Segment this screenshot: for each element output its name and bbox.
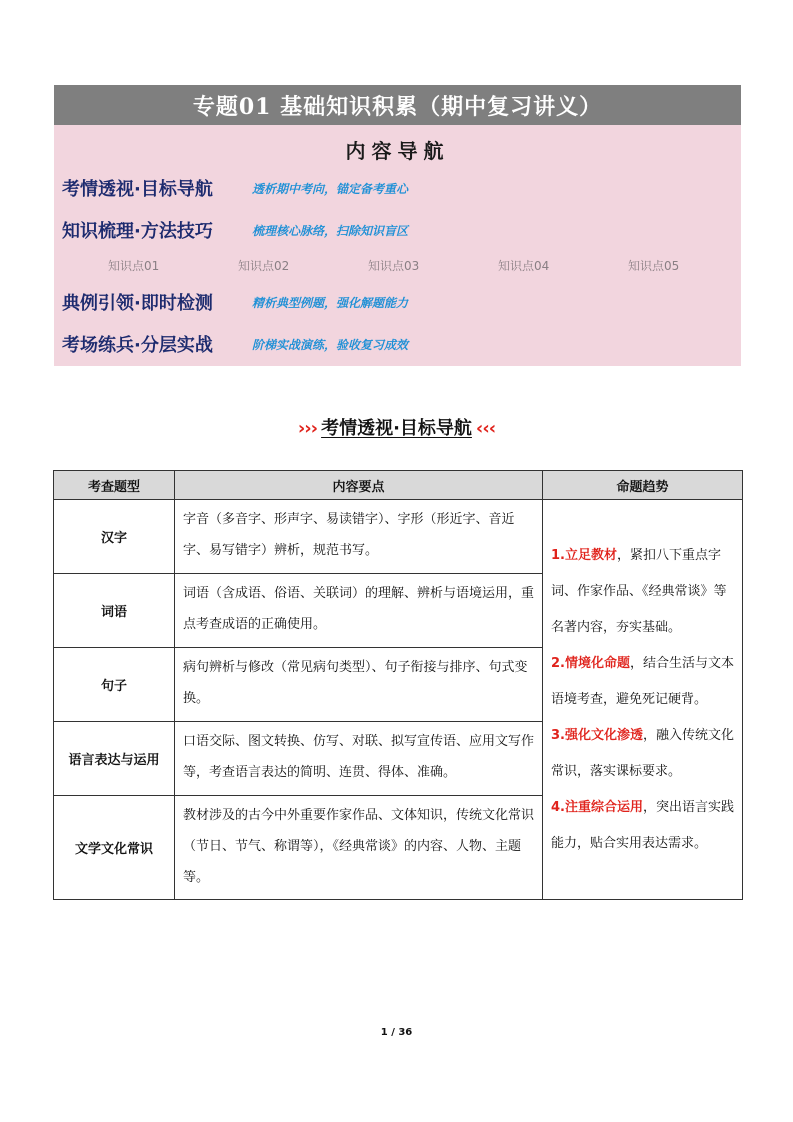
question-type-cell: 汉字 [54,500,175,574]
nav-row-desc: 阶梯实战演练，验收复习成效 [252,337,409,352]
content-cell: 教材涉及的古今中外重要作家作品、文体知识，传统文化常识（节日、节气、称谓等），《经典常谈》的内容、人物、主题等。 [175,796,543,900]
nav-row-head: 知识梳理·方法技巧 [62,221,213,242]
nav-row-head: 考场练兵·分层实战 [62,335,213,356]
knowledge-point-item[interactable]: 知识点04 [498,259,550,273]
content-navigation [54,125,741,366]
table-row [54,500,743,574]
nav-row-practice[interactable] [62,329,408,359]
trend-item: 4.注重综合运用，突出语言实践能力，贴合实用表达需求。 [551,799,734,851]
knowledge-point-item[interactable]: 知识点01 [108,259,160,273]
nav-row-knowledge-review[interactable] [62,215,408,245]
nav-row-desc: 透析期中考向，锚定备考重心 [252,181,409,196]
question-type-cell: 语言表达与运用 [54,722,175,796]
arrow-left-icon: ‹‹‹ [475,418,496,439]
content-cell: 词语（含成语、俗语、关联词）的理解、辨析与语境运用，重点考查成语的正确使用。 [175,574,543,648]
question-type-cell: 词语 [54,574,175,648]
section-heading [0,414,793,440]
arrow-right-icon: ››› [297,418,318,439]
page-number: 1 / 36 [380,1027,413,1038]
page-title: 专题01 基础知识积累（期中复习讲义） [54,85,741,125]
section-heading-text: 考情透视·目标导航 [321,418,472,439]
column-header: 命题趋势 [543,471,743,500]
trend-item: 2.情境化命题，结合生活与文本语境考查，避免死记硬背。 [551,655,734,707]
question-type-cell: 句子 [54,648,175,722]
nav-row-examples[interactable] [62,287,408,317]
trend-item: 3.强化文化渗透，融入传统文化常识，落实课标要求。 [551,727,734,779]
content-cell: 口语交际、图文转换、仿写、对联、拟写宣传语、应用文写作等，考查语言表达的简明、连贯、得体、准确。 [175,722,543,796]
trend-cell [543,500,743,900]
nav-row-desc: 梳理核心脉络，扫除知识盲区 [252,223,409,238]
nav-row-exam-analysis[interactable] [62,173,408,203]
question-type-cell: 文学文化常识 [54,796,175,900]
trend-item: 1.立足教材，紧扣八下重点字词、作家作品、《经典常谈》等名著内容，夯实基础。 [551,547,727,635]
knowledge-point-item[interactable]: 知识点03 [368,259,420,273]
table-header-row [54,471,743,500]
column-header: 考查题型 [54,471,175,500]
nav-row-head: 典例引领·即时检测 [62,293,213,314]
nav-title: 内容导航 [345,139,450,163]
content-cell: 病句辨析与修改（常见病句类型）、句子衔接与排序、句式变换。 [175,648,543,722]
nav-row-head: 考情透视·目标导航 [62,179,213,200]
nav-row-desc: 精析典型例题，强化解题能力 [252,295,409,310]
exam-overview-table [53,470,743,900]
knowledge-point-item[interactable]: 知识点02 [238,259,290,273]
column-header: 内容要点 [175,471,543,500]
knowledge-point-item[interactable]: 知识点05 [628,259,680,273]
knowledge-point-list [54,257,741,277]
content-cell: 字音（多音字、形声字、易读错字）、字形（形近字、音近字、易写错字）辨析，规范书写。 [175,500,543,574]
